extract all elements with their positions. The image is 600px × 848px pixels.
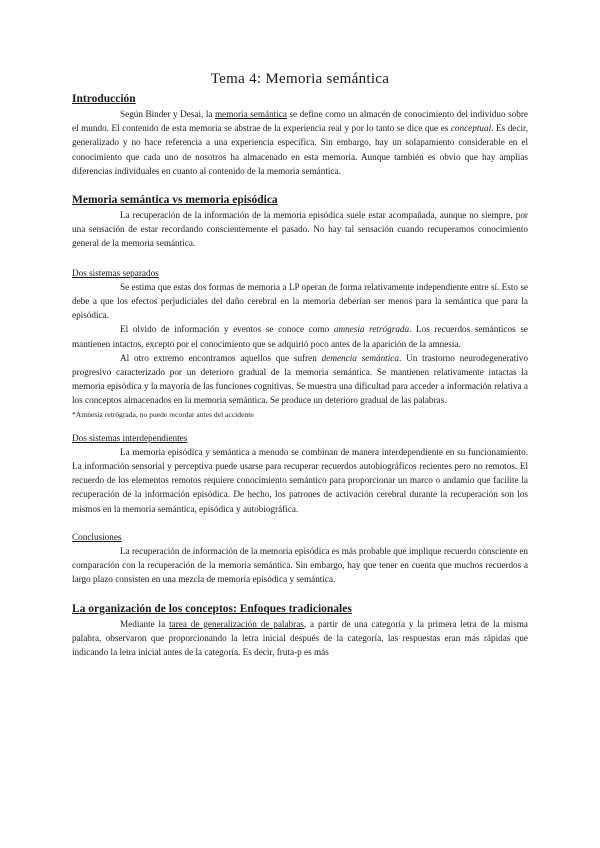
term-memoria-semantica: memoria semántica bbox=[215, 109, 287, 119]
organizacion-paragraph bbox=[72, 617, 528, 660]
text-run: , a partir de una categoría y la primera letra de la misma palabra, observaron que proporcionando la letra inicial después de la categoría, las respuestas eran más rápidas que indicando la letra inicial antes de la categoría. Es decir, fruta-p es más bbox=[72, 618, 529, 658]
heading-sistemas-separados: Dos sistemas separados bbox=[72, 267, 159, 278]
page-title: Tema 4: Memoria semántica bbox=[210, 71, 390, 87]
heading-conclusiones: Conclusiones bbox=[72, 531, 122, 542]
text-run: . Un trastorno neurodegenerativo progresivo caracterizado por un deterioro gradual de la memoria semántica. Se mantienen relativamente intactas la memoria episódica y la mayoría de las funciones cognitivas. Se muestra una dificultad para acceder a información relativa a los conceptos almacenados en la memoria semántica. Se produce un deterioro gradual de las palabras. bbox=[72, 352, 528, 406]
text-run: Según Binder y Desai, la bbox=[120, 109, 216, 119]
term-tarea-generalizacion: tarea de generalización de palabras bbox=[169, 618, 304, 629]
separados-paragraph-3 bbox=[72, 351, 528, 408]
text-run: . Es decir, generalizado y no hace referencia a una experiencia específica. Sin embargo, hay un solapamiento considerable en el conocimiento que cada uno de nosotros ha almacenado en esta memoria. Aunque también es obvio que hay amplias diferencias individuales en cuanto al contenido de la memoria semántica. bbox=[72, 123, 528, 176]
term-conceptual: conceptual bbox=[450, 123, 492, 134]
term-amnesia-retrograda: amnesia retrógrada bbox=[333, 324, 410, 335]
text-run: se define como un almacén de conocimiento del individuo sobre el mundo. El contenido de esta memoria se abstrae de la experiencia real y por lo tanto se dice que es bbox=[72, 109, 529, 134]
interdependientes-paragraph: La memoria episódica y semántica a menudo se combinan de manera interdependiente en su funcionamiento. La información sensorial y perceptiva puede usarse para recuperar recuerdos autobiográficos recientes pero no remotos. El recuerdo de los elementos remotos requiere conocimiento semántico para proporcionar un marco o andamio que facilite la recuperación de la información episódica. De hecho, los patrones de activación cerebral durante la recuperación son los mismos en la memoria semántica, episódica y autobiográfica. bbox=[72, 446, 528, 514]
intro-paragraph bbox=[72, 107, 528, 178]
text-run: El olvido de información y eventos se conoce como bbox=[120, 324, 334, 335]
term-demencia-semantica: demencia semántica bbox=[321, 352, 399, 363]
heading-semantica-vs-episodica: Memoria semántica vs memoria episódica bbox=[72, 194, 278, 207]
text-run: Mediante la bbox=[120, 618, 170, 629]
text-run: Al otro extremo encontramos aquellos que sufren bbox=[120, 352, 322, 363]
text-run: . Los recuerdos semánticos se mantienen intactos, excepto por el conocimiento que se adquirió poco antes de la aparición de la amnesia. bbox=[72, 324, 528, 349]
versus-paragraph: La recuperación de la información de la memoria episódica suele estar acompañada, aunque no siempre, por una sensación de estar recordando conscientemente el pasado. No hay tal sensación cuando recuperamos conocimiento general de la memoria semántica. bbox=[72, 210, 528, 249]
conclusiones-paragraph: La recuperación de información de la memoria episódica es más probable que implique recuerdo consciente en comparación con la recuperación de la memoria semántica. Sin embargo, hay que tener en cuenta que muchos recuerdos a largo plazo consisten en una mezcla de memoria episódica y semántica. bbox=[72, 546, 528, 585]
separados-paragraph-2 bbox=[72, 322, 528, 350]
heading-sistemas-interdependientes: Dos sistemas interdependientes bbox=[72, 432, 188, 443]
heading-organizacion-conceptos: La organización de los conceptos: Enfoques tradicionales bbox=[72, 602, 352, 615]
footnote-amnesia: *Amnesia retrógrada, no puede recordar antes del accidente bbox=[72, 409, 254, 419]
heading-introduccion: Introducción bbox=[72, 93, 136, 105]
separados-paragraph-1: Se estima que estas dos formas de memoria a LP operan de forma relativamente independiente entre sí. Esto se debe a que los efectos perjudiciales del daño cerebral en la memoria deberían ser menos para la semántica que para la episódica. bbox=[72, 281, 528, 321]
